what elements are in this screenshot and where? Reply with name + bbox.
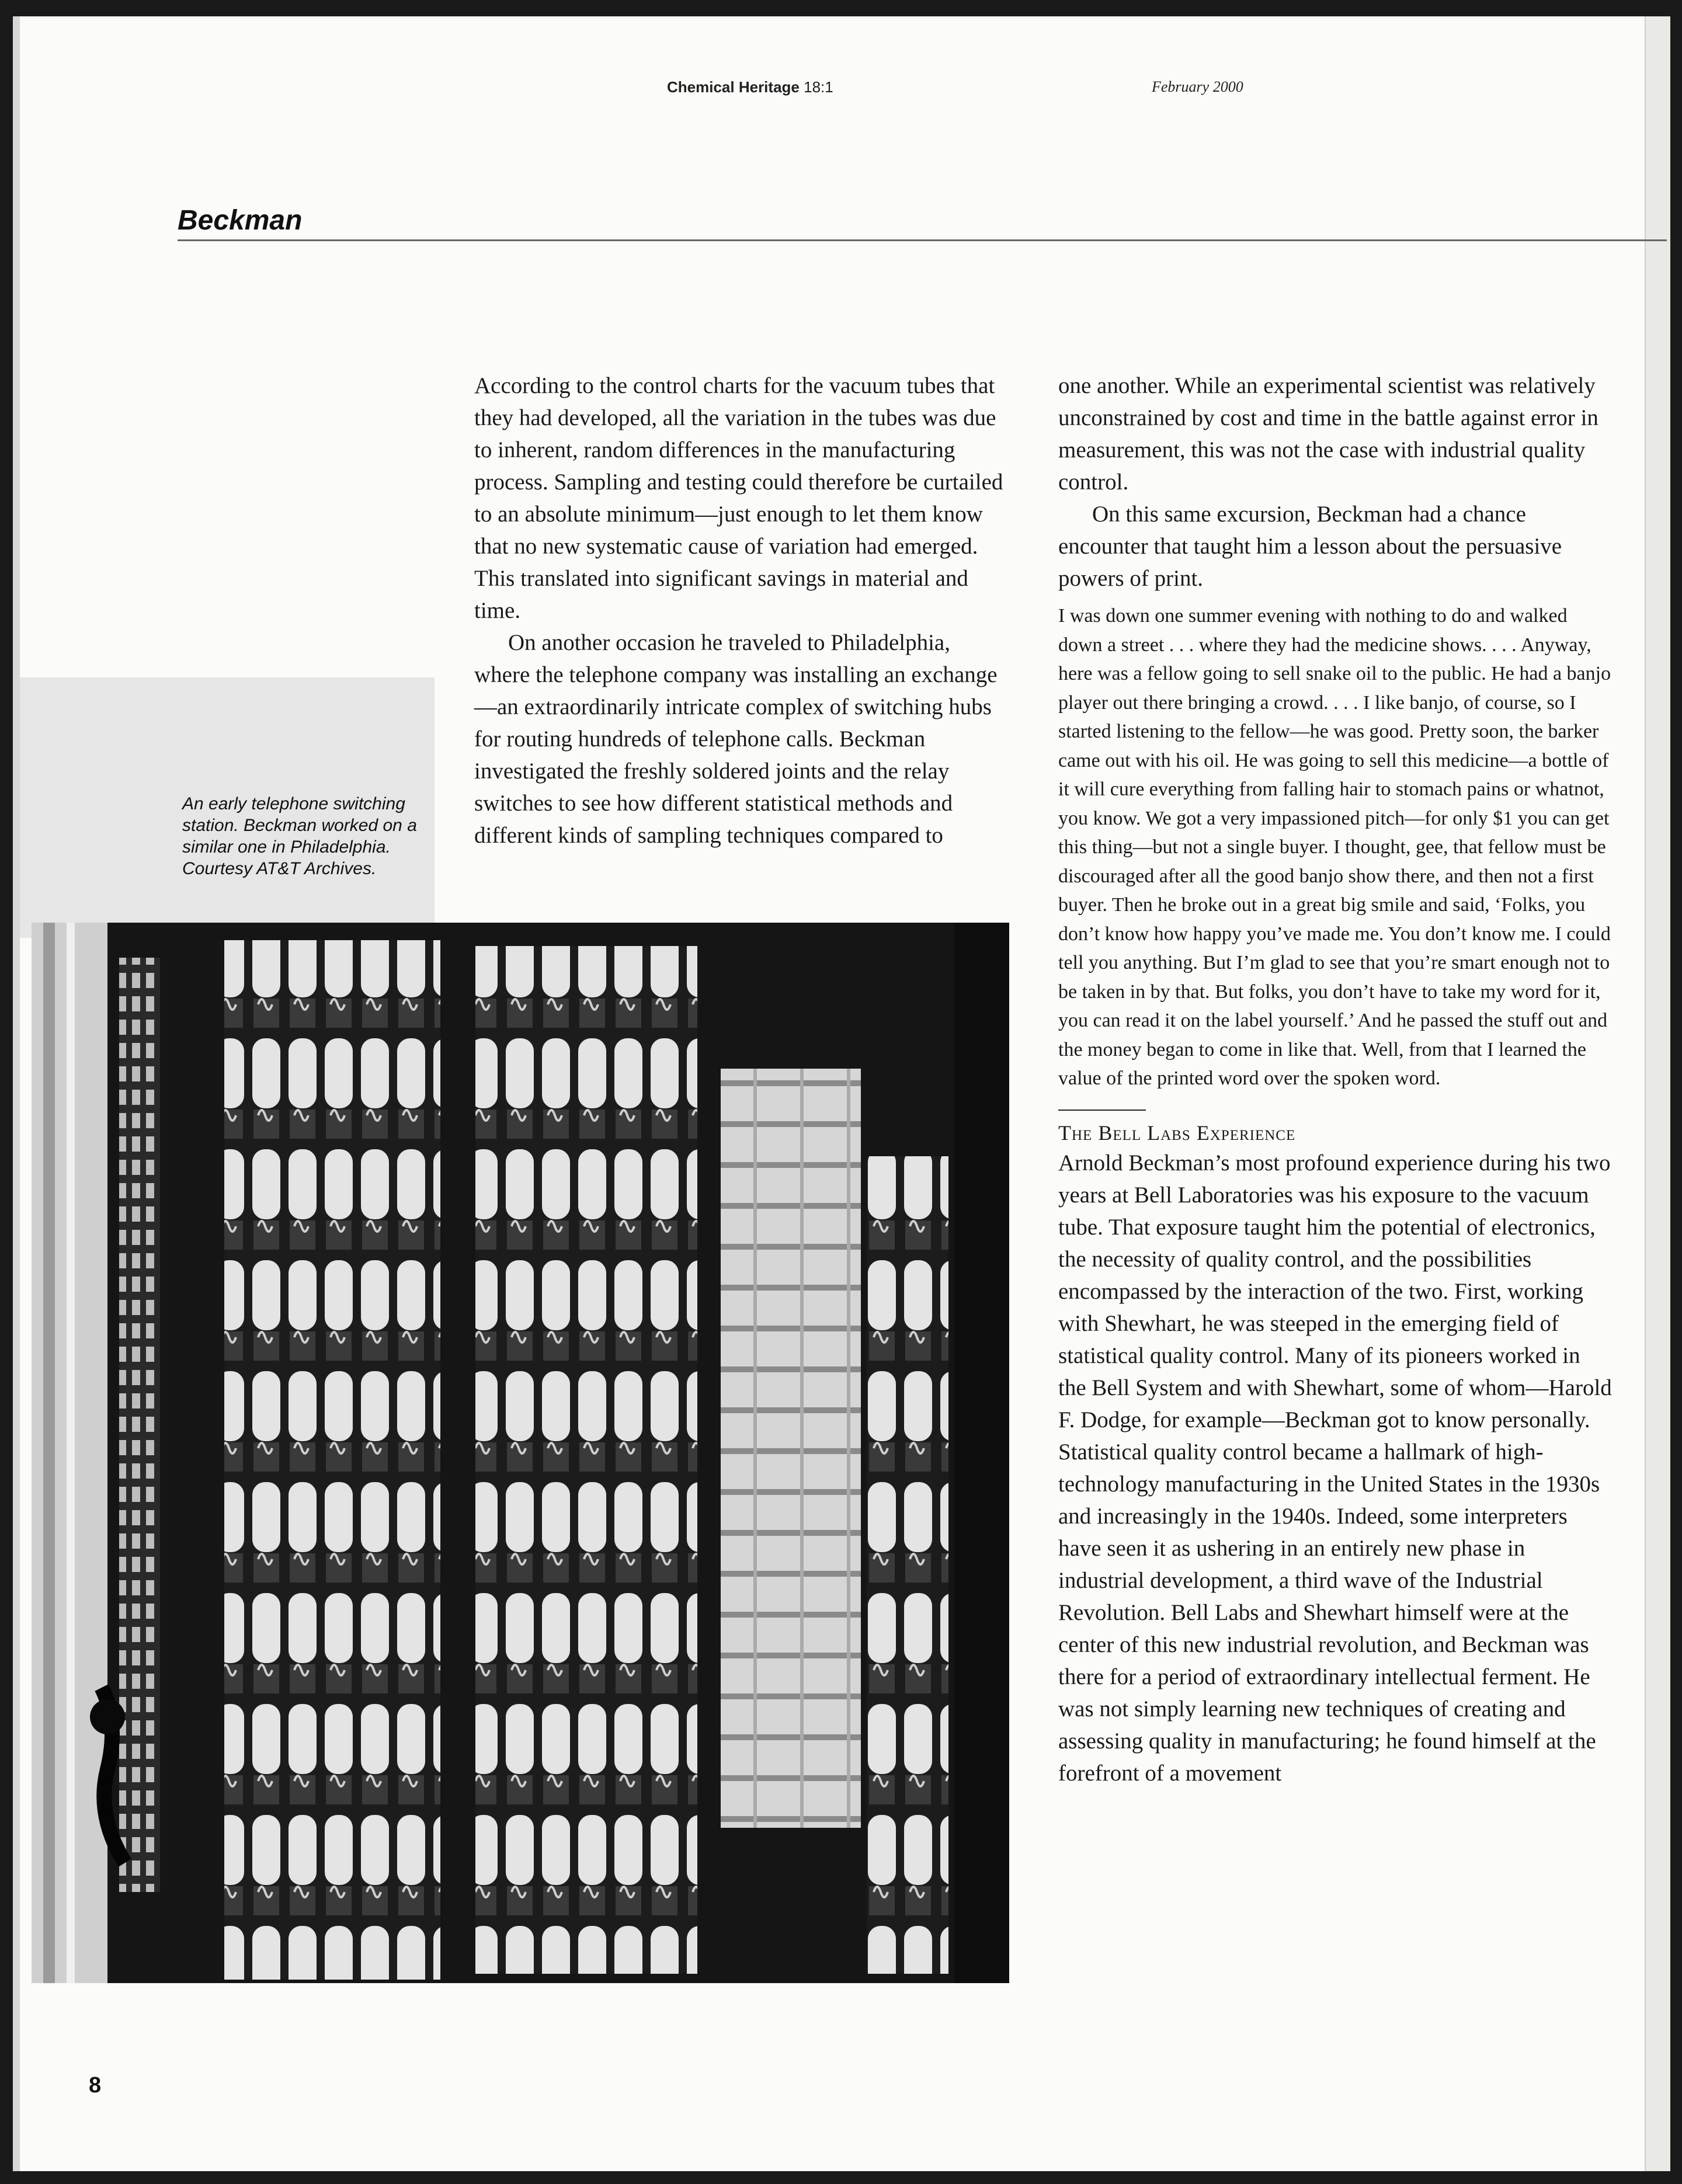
- body-paragraph: According to the control charts for the vacuum tubes that they had developed, all the variation in the tubes was due to inherent, random differences in the manufacturing process. Sampling and testing could therefore be curtailed to an absolute minimum—just enough to let them know that no new systematic cause of variation had emerged. This translated into significant savings in material and time.: [474, 373, 1003, 623]
- body-paragraph: On another occasion he traveled to Philadelphia, where the telephone company was installing an exchange—an extraordinarily intricate complex of switching hubs for routing hundreds of telephone calls. Beckman investigated the freshly soldered joints and the relay switches to see how different statistical methods and different kinds of sampling techniques compared to: [474, 630, 998, 848]
- body-paragraph: one another. While an experimental scientist was relatively unconstrained by cost and time in the battle against error in measurement, this was not the case with industrial quality control.: [1058, 373, 1598, 495]
- magazine-page: [13, 16, 1670, 2171]
- figure-caption: An early telephone switching station. Beckman worked on a similar one in Philadelphia. Courtesy AT&T Archives.: [182, 794, 417, 878]
- body-paragraph: Arnold Beckman’s most profound experience during his two years at Bell Laboratories was his exposure to the vacuum tube. That exposure taught him the potential of electronics, the necessity of quality control, and the possibilities encompassed by the interaction of the two. First, working with Shewhart, he was steeped in the emerging field of statistical quality control. Many of its pioneers worked in the Bell System and with Shewhart, some of whom—Harold F. Dodge, for example—Beckman got to know personally. Statistical quality control became a hallmark of high-technology manufacturing in the United States in the 1930s and increasingly in the 1940s. Indeed, some interpreters have seen it as ushering in an entirely new phase in industrial development, a third wave of the Industrial Revolution. Bell Labs and Shewhart himself were at the center of this new industrial revolution, and Beckman was there for a period of extraordinary intellectual ferment. He was not simply learning new techniques of creating and assessing quality in manufacturing; he found himself at the forefront of a movement: [1058, 1150, 1612, 1786]
- subhead-rule: [1058, 1110, 1146, 1111]
- text-column-2: [1058, 370, 1613, 1789]
- subhead: The Bell Labs Experience: [1058, 1121, 1296, 1145]
- page-left-edge: [13, 16, 20, 2171]
- running-header: [667, 78, 833, 96]
- block-quote: I was down one summer evening with nothing to do and walked down a street . . . where they had the medicine shows. . . . Anyway, here was a fellow going to sell snake oil to the public. He had a banjo player out there bringing a crowd. . . . I like banjo, of course, so I started listening to the fellow—he was good. Pretty soon, the barker came out with his oil. He was going to sell this medicine—a bottle of it will cure everything from falling hair to stomach pains or whatnot, you know. We got a very impassioned pitch—for only $1 you can get this thing—but not a single buyer. I thought, gee, that fellow must be discouraged after all the good banjo show there, and then not a first buyer. Then he broke out in a great big smile and said, ‘Folks, you don’t know how happy you’ve made me. You don’t know me. I could tell you anything. But I’m glad to see that you’re smart enough not to be taken in by that. But folks, you don’t have to take my word for it, you can read it on the label yourself.’ And he passed the stuff out and the money began to come in like that. Well, from that I learned the value of the printed word over the spoken word.: [1058, 605, 1611, 1089]
- page-spine-edge: [1645, 16, 1670, 2171]
- switching-station-photo: [32, 923, 1009, 1983]
- body-paragraph: On this same excursion, Beckman had a chance encounter that taught him a lesson about the persuasive powers of print.: [1058, 502, 1562, 591]
- page-number: 8: [89, 2073, 102, 2098]
- issue-number: 18:1: [804, 78, 833, 96]
- text-column-1: [474, 370, 1009, 851]
- publication-name: Chemical Heritage: [667, 78, 800, 96]
- issue-date: February 2000: [1152, 78, 1243, 95]
- section-title: Beckman: [178, 205, 303, 236]
- section-rule: [178, 239, 1667, 241]
